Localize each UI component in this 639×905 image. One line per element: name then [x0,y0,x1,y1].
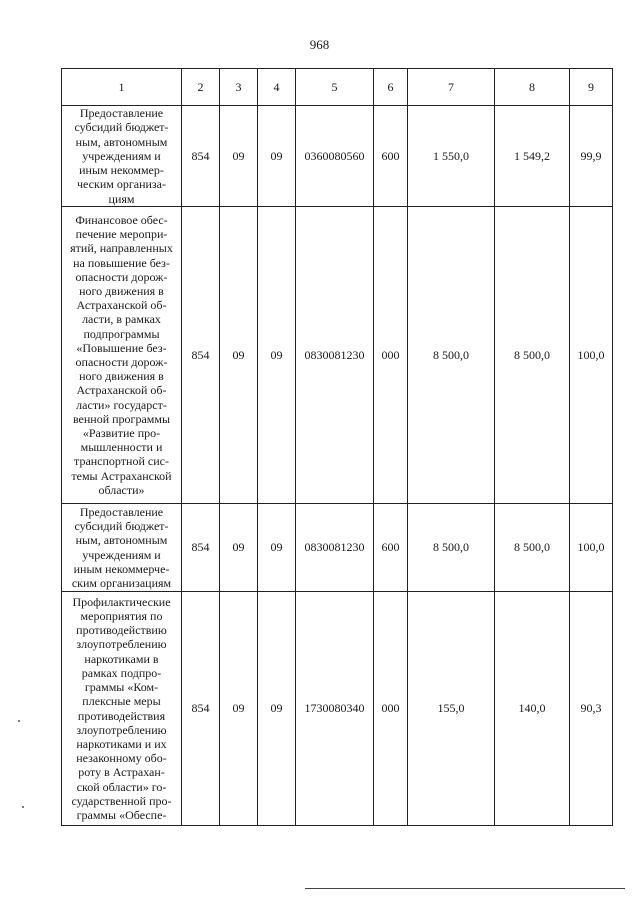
cell-target-article: 1730080340 [296,592,374,826]
budget-table [61,68,613,826]
header-col-6: 6 [374,69,408,106]
header-col-4: 4 [258,69,296,106]
cell-section: 09 [220,592,258,826]
cell-executed: 1 549,2 [495,106,570,207]
header-col-7: 7 [408,69,495,106]
header-col-5: 5 [296,69,374,106]
cell-ministry-code: 854 [182,592,220,826]
cell-planned: 155,0 [408,592,495,826]
page-number: 968 [309,37,330,52]
cell-subsection: 09 [258,592,296,826]
cell-target-article: 0830081230 [296,504,374,592]
cell-expense-type: 000 [374,592,408,826]
row-description: Финансовое обес- печение меропри- ятий, направленных на повышение без- опасности дорож- ного движения в Астраханской об- ласти, в рамках подпрограммы «Повышение без- опасности дорож- ного движения в Астраханской об- ласти» государст- венной программы «Развитие про- мышленности и транспортной сис- темы Астраханской области» [62,207,182,504]
cell-executed: 140,0 [495,592,570,826]
cell-subsection: 09 [258,504,296,592]
header-col-1: 1 [62,69,182,106]
cell-target-article: 0360080560 [296,106,374,207]
cell-section: 09 [220,106,258,207]
cell-subsection: 09 [258,106,296,207]
scan-artifact-dot [22,806,24,808]
row-description: Предоставление субсидий бюджет- ным, автономным учреждениям и иным некоммер- ческим организа- циям [62,106,182,207]
cell-percent: 90,3 [570,592,613,826]
header-col-2: 2 [182,69,220,106]
cell-percent: 100,0 [570,207,613,504]
table-row [62,592,613,826]
header-col-3: 3 [220,69,258,106]
cell-section: 09 [220,504,258,592]
cell-percent: 100,0 [570,504,613,592]
row-description: Профилактические мероприятия по противодействию злоупотреблению наркотиками в рамках подпро- граммы «Ком- плексные меры противодействия злоупотреблению наркотиками и их незаконному обо- роту в Астрахан- ской области» го- сударственной про- граммы «Обеспе- [62,592,182,826]
cell-planned: 1 550,0 [408,106,495,207]
cell-expense-type: 600 [374,106,408,207]
cell-ministry-code: 854 [182,504,220,592]
cell-target-article: 0830081230 [296,207,374,504]
header-row [62,69,613,106]
scan-artifact-line [305,888,625,889]
table-row [62,207,613,504]
cell-section: 09 [220,207,258,504]
header-col-8: 8 [495,69,570,106]
cell-planned: 8 500,0 [408,207,495,504]
table-row [62,504,613,592]
cell-planned: 8 500,0 [408,504,495,592]
scan-artifact-dot [18,720,20,722]
row-description: Предоставление субсидий бюджет- ным, автономным учреждениям и иным некоммерче- ским организациям [62,504,182,592]
header-col-9: 9 [570,69,613,106]
table-row [62,106,613,207]
cell-subsection: 09 [258,207,296,504]
cell-executed: 8 500,0 [495,207,570,504]
cell-percent: 99,9 [570,106,613,207]
cell-expense-type: 000 [374,207,408,504]
cell-expense-type: 600 [374,504,408,592]
cell-ministry-code: 854 [182,207,220,504]
cell-ministry-code: 854 [182,106,220,207]
cell-executed: 8 500,0 [495,504,570,592]
